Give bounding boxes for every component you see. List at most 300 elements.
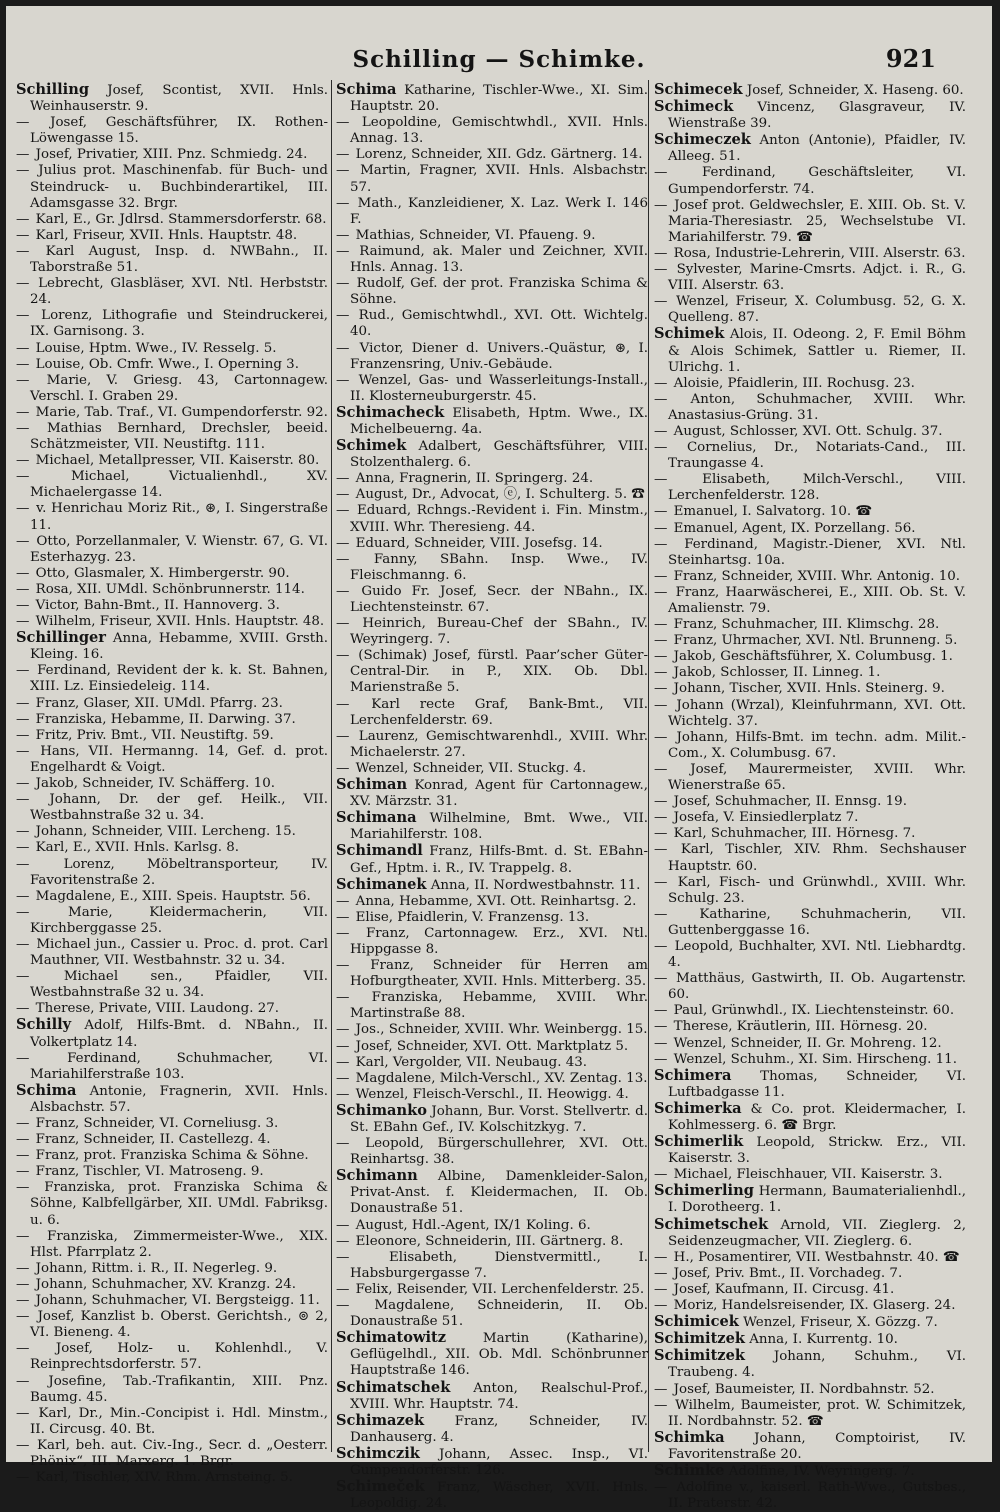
ditto-dash: — xyxy=(16,1437,30,1453)
directory-entry xyxy=(336,82,648,115)
directory-entry xyxy=(336,405,648,438)
entry-text: Johann, Dr. der gef. Heilk., VII. Westbahnstraße 32 u. 34. xyxy=(30,792,328,824)
directory-entry xyxy=(16,1261,328,1277)
entry-text: Josef, Scontist, XVII. Hnls. Weinhauserstr. 9. xyxy=(30,83,328,115)
entry-text: Josef, Privatier, XIII. Pnz. Schmiedg. 24. xyxy=(35,147,308,163)
entry-text: Michael, Victualienhdl., XV. Michaelergasse 14. xyxy=(30,469,328,501)
directory-entry xyxy=(336,147,648,163)
ditto-dash: — xyxy=(16,1373,30,1389)
entry-text: Johann, Hilfs-Bmt. im techn. adm. Milit.-Com., X. Columbusg. 67. xyxy=(668,729,966,761)
entry-text: Michael, Metallpresser, VII. Kaiserstr. 80. xyxy=(35,453,320,469)
entry-text: & Co. prot. Kleidermacher, I. Kohlmesserg. 6. ☎ Brgr. xyxy=(668,1101,966,1133)
ditto-dash: — xyxy=(654,938,668,954)
entry-text: Franz, Glaser, XII. UMdl. Pfarrg. 23. xyxy=(35,695,283,711)
ditto-dash: — xyxy=(16,776,30,792)
entry-text: Karl, E., Gr. Jdlrsd. Stammersdorferstr. 68. xyxy=(35,211,327,227)
directory-entry xyxy=(16,663,328,695)
directory-entry xyxy=(16,1229,328,1261)
directory-entry xyxy=(654,1250,966,1266)
entry-surname: Schimanko xyxy=(336,1101,427,1119)
entry-surname: Schimitzek xyxy=(654,1347,745,1365)
entry-text: Leopold, Bürgerschullehrer, XVI. Ott. Reinhartsg. 38. xyxy=(350,1136,648,1168)
directory-column-2 xyxy=(336,81,649,1512)
entry-text: Josef, Schneider, X. Haseng. 60. xyxy=(746,83,964,98)
entry-surname: Schimeček xyxy=(336,1478,425,1496)
ditto-dash: — xyxy=(336,909,350,925)
ditto-dash: — xyxy=(16,147,30,163)
directory-column-1 xyxy=(16,81,329,1486)
entry-text: August, Dr., Advocat, ⓔ, I. Schulterg. 5. ☎ xyxy=(355,487,645,503)
directory-entry xyxy=(654,198,966,246)
entry-surname: Schimczik xyxy=(336,1444,420,1462)
entry-text: Josef, Maurermeister, XVIII. Whr. Wienerstraße 65. xyxy=(668,761,966,794)
entry-text: Karl, E., XVII. Hnls. Karlsg. 8. xyxy=(35,840,240,856)
entry-text: Katharine, Schuhmacherin, VII. Guttenberggasse 16. xyxy=(668,906,966,938)
directory-entry xyxy=(16,630,328,663)
ditto-dash: — xyxy=(16,115,30,131)
entry-text: Lebrecht, Glasbläser, XVI. Ntl. Herbststr. 24. xyxy=(30,276,328,308)
entry-text: Eduard, Rchngs.-Revident i. Fin. Minstm., XVIII. Whr. Theresieng. 44. xyxy=(350,503,648,535)
entry-text: Ferdinand, Revident der k. k. St. Bahnen, XIII. Lz. Einsiedeleig. 114. xyxy=(30,663,328,695)
entry-text: Wenzel, Schuhm., XI. Sim. Hirscheng. 11. xyxy=(673,1051,957,1067)
directory-entry xyxy=(654,262,966,294)
entry-surname: Schimanek xyxy=(336,875,427,893)
ditto-dash: — xyxy=(336,535,350,551)
directory-entry xyxy=(336,1298,648,1330)
directory-entry xyxy=(16,1001,328,1017)
ditto-dash: — xyxy=(336,583,350,599)
entry-surname: Schillinger xyxy=(16,629,106,647)
entry-text: August, Hdl.-Agent, IX/1 Koling. 6. xyxy=(355,1217,591,1233)
ditto-dash: — xyxy=(336,1022,350,1038)
directory-entry xyxy=(654,165,966,197)
ditto-dash: — xyxy=(16,163,30,179)
directory-entry xyxy=(654,1167,966,1183)
entry-text: Franz, Schneider, XVIII. Whr. Antonig. 10. xyxy=(673,568,961,584)
ditto-dash: — xyxy=(16,711,30,727)
directory-entry xyxy=(654,1314,966,1331)
directory-entry xyxy=(16,776,328,792)
entry-text: Johann, Schuhm., VI. Traubeng. 4. xyxy=(668,1349,966,1381)
ditto-dash: — xyxy=(654,842,668,858)
entry-text: Franz, Cartonnagew. Erz., XVI. Ntl. Hippgasse 8. xyxy=(350,925,648,957)
entry-text: Josef, Kanzlist b. Oberst. Gerichtsh., ⊚ 2, VI. Bieneng. 4. xyxy=(30,1309,328,1341)
directory-entry xyxy=(336,503,648,535)
entry-text: Rud., Gemischtwhdl., XVI. Ott. Wichtelg. 40. xyxy=(350,308,648,340)
ditto-dash: — xyxy=(16,792,30,808)
ditto-dash: — xyxy=(336,551,350,567)
directory-entry xyxy=(16,421,328,453)
directory-entry xyxy=(16,696,328,712)
entry-text: Guido Fr. Josef, Secr. der NBahn., IX. Liechtensteinstr. 67. xyxy=(350,583,648,615)
entry-text: Louise, Hptm. Wwe., IV. Resselg. 5. xyxy=(35,340,277,356)
entry-text: Wenzel, Schneider, VII. Stuckg. 4. xyxy=(355,760,587,776)
ditto-dash: — xyxy=(654,391,668,407)
ditto-dash: — xyxy=(336,616,350,632)
ditto-dash: — xyxy=(654,584,668,600)
directory-entry xyxy=(16,937,328,969)
directory-entry xyxy=(336,894,648,910)
ditto-dash: — xyxy=(336,163,350,179)
entry-surname: Schima xyxy=(336,81,397,98)
directory-entry xyxy=(16,1164,328,1180)
entry-text: Alois, II. Odeong. 2, F. Emil Böhm & Alois Schimek, Sattler u. Riemer, II. Ulrichg. 1. xyxy=(668,327,966,375)
entry-text: Franziska, Hebamme, II. Darwing. 37. xyxy=(35,711,296,727)
ditto-dash: — xyxy=(654,617,668,633)
ditto-dash: — xyxy=(654,1381,668,1397)
directory-entry xyxy=(336,536,648,552)
ditto-dash: — xyxy=(336,958,350,974)
entry-surname: Schimann xyxy=(336,1167,418,1185)
entry-text: Jos., Schneider, XVIII. Whr. Weinbergg. 15. xyxy=(355,1022,648,1038)
directory-entry xyxy=(654,842,966,874)
ditto-dash: — xyxy=(336,696,350,712)
entry-surname: Schilling xyxy=(16,81,90,98)
ditto-dash: — xyxy=(16,840,30,856)
directory-entry xyxy=(336,1055,648,1071)
ditto-dash: — xyxy=(654,440,668,456)
entry-text: Karl, Tischler, XIV. Rhm. Arnsteing. 5. xyxy=(35,1470,293,1486)
directory-entry xyxy=(654,99,966,132)
ditto-dash: — xyxy=(336,648,350,664)
entry-text: Aloisie, Pfaidlerin, III. Rochusg. 23. xyxy=(673,375,915,391)
entry-surname: Schimek xyxy=(336,437,407,455)
directory-entry xyxy=(654,504,966,520)
directory-entry xyxy=(336,958,648,990)
directory-entry xyxy=(654,537,966,569)
column-divider xyxy=(331,80,332,1452)
directory-entry xyxy=(16,1341,328,1373)
entry-text: Josefa, V. Einsiedlerplatz 7. xyxy=(673,810,859,826)
ditto-dash: — xyxy=(16,533,30,549)
entry-surname: Schimazek xyxy=(336,1411,425,1429)
entry-text: Karl, Dr., Min.-Concipist i. Hdl. Minstm., II. Circusg. 40. Bt. xyxy=(30,1405,328,1437)
entry-text: Wenzel, Friseur, X. Gözzg. 7. xyxy=(743,1315,938,1331)
directory-entry xyxy=(16,712,328,728)
entry-text: Eduard, Schneider, VIII. Josefsg. 14. xyxy=(355,535,603,551)
entry-text: Josef prot. Geldwechsler, E. XIII. Ob. St. V. Maria-Theresiastr. 25, Wechselstube VI. Mariahilferstr. 79. ☎ xyxy=(668,197,966,245)
directory-entry xyxy=(16,1132,328,1148)
entry-text: Anton, Schuhmacher, XVIII. Whr. Anastasius-Grüng. 31. xyxy=(668,391,966,423)
directory-entry xyxy=(16,82,328,115)
entry-text: Antonie, Fragnerin, XVII. Hnls. Alsbachstr. 57. xyxy=(30,1083,328,1115)
entry-text: Josef, Kaufmann, II. Circusg. 41. xyxy=(673,1281,895,1297)
entry-surname: Schimecek xyxy=(654,81,743,98)
entry-text: Mathias, Schneider, VI. Pfaueng. 9. xyxy=(355,227,596,243)
directory-entry xyxy=(336,487,648,503)
directory-entry xyxy=(654,681,966,697)
entry-surname: Schimicek xyxy=(654,1313,739,1331)
directory-entry xyxy=(16,469,328,501)
directory-entry xyxy=(16,598,328,614)
entry-text: Karl, Vergolder, VII. Neubaug. 43. xyxy=(355,1054,588,1070)
ditto-dash: — xyxy=(336,990,350,1006)
directory-entry xyxy=(336,697,648,729)
ditto-dash: — xyxy=(16,1132,30,1148)
entry-text: Josef, Baumeister, II. Nordbahnstr. 52. xyxy=(673,1381,935,1397)
directory-entry xyxy=(336,1380,648,1413)
entry-text: Karl, Tischler, XIV. Rhm. Sechshauser Hauptstr. 60. xyxy=(668,842,966,874)
directory-entry xyxy=(654,472,966,504)
directory-entry xyxy=(336,552,648,584)
directory-entry xyxy=(336,1479,648,1512)
directory-entry xyxy=(654,1463,966,1480)
entry-text: Josef, Geschäftsführer, IX. Rothen-Löwengasse 15. xyxy=(30,115,328,147)
ditto-dash: — xyxy=(336,1054,350,1070)
entry-text: Rosa, Industrie-Lehrerin, VIII. Alserstr. 63. xyxy=(673,245,966,261)
directory-entry xyxy=(16,1293,328,1309)
entry-text: Franz, Uhrmacher, XVI. Ntl. Brunneng. 5. xyxy=(673,633,958,649)
ditto-dash: — xyxy=(654,1035,668,1051)
ditto-dash: — xyxy=(654,697,668,713)
entry-text: Franziska, Hebamme, XVIII. Whr. Martinstraße 88. xyxy=(350,990,648,1022)
directory-entry xyxy=(654,649,966,665)
ditto-dash: — xyxy=(16,501,30,517)
directory-entry xyxy=(654,810,966,826)
entry-text: Franz, prot. Franziska Schima & Söhne. xyxy=(35,1148,309,1164)
ditto-dash: — xyxy=(336,243,350,259)
ditto-dash: — xyxy=(654,1051,668,1067)
directory-entry xyxy=(16,453,328,469)
directory-entry xyxy=(336,1250,648,1282)
directory-entry xyxy=(654,1036,966,1052)
ditto-dash: — xyxy=(16,420,30,436)
entry-text: Adolfine v., kaiserl. Rath-Wwe., Gutsbes., II. Praterstr. 42. xyxy=(668,1480,966,1512)
ditto-dash: — xyxy=(16,276,30,292)
entry-text: Adolfine, IV. Weyringerg. 7. xyxy=(728,1463,915,1479)
ditto-dash: — xyxy=(336,340,350,356)
directory-entry xyxy=(336,244,648,276)
entry-surname: Schimetschek xyxy=(654,1215,769,1233)
entry-text: Magdalene, E., XIII. Speis. Hauptstr. 56. xyxy=(35,888,311,904)
entry-text: Franz, Wäscher, XVII. Hnls. Leopoldig. 24. xyxy=(350,1480,648,1512)
ditto-dash: — xyxy=(336,1298,350,1314)
directory-entry xyxy=(16,212,328,228)
directory-entry xyxy=(654,1217,966,1250)
ditto-dash: — xyxy=(654,262,668,278)
directory-entry xyxy=(336,810,648,843)
ditto-dash: — xyxy=(16,243,30,259)
entry-text: Anna, II. Nordwestbahnstr. 11. xyxy=(430,877,641,893)
ditto-dash: — xyxy=(654,1397,668,1413)
directory-entry xyxy=(336,1413,648,1446)
entry-text: Math., Kanzleidiener, X. Laz. Werk I. 146 F. xyxy=(350,195,648,227)
directory-entry xyxy=(336,1103,648,1136)
ditto-dash: — xyxy=(654,665,668,681)
ditto-dash: — xyxy=(336,1086,350,1102)
entry-text: Wenzel, Schneider, II. Gr. Mohreng. 12. xyxy=(673,1035,942,1051)
directory-entry xyxy=(16,276,328,308)
entry-text: Fritz, Priv. Bmt., VII. Neustiftg. 59. xyxy=(35,727,274,743)
entry-text: Arnold, VII. Zieglerg. 2, Seidenzeugmacher, VII. Zieglerg. 6. xyxy=(668,1217,966,1249)
directory-entry xyxy=(654,971,966,1003)
ditto-dash: — xyxy=(16,1309,30,1325)
entry-text: Fanny, SBahn. Insp. Wwe., IV. Fleischmanng. 6. xyxy=(350,551,648,583)
ditto-dash: — xyxy=(16,904,30,920)
directory-entry xyxy=(654,132,966,165)
entry-text: Konrad, Agent für Cartonnagew., XV. Märzstr. 31. xyxy=(350,778,648,810)
ditto-dash: — xyxy=(16,1148,30,1164)
entry-text: Wilhelmine, Bmt. Wwe., VII. Mariahilferstr. 108. xyxy=(350,811,648,843)
directory-entry xyxy=(336,1330,648,1379)
ditto-dash: — xyxy=(16,856,30,872)
entry-text: Martin (Katharine), Geflügelhdl., XII. Ob. Mdl. Schönbrunner Hauptstraße 146. xyxy=(350,1331,648,1379)
entry-text: Jakob, Schneider, IV. Schäfferg. 10. xyxy=(35,776,275,792)
directory-page xyxy=(6,6,992,1512)
directory-entry xyxy=(654,1382,966,1398)
ditto-dash: — xyxy=(336,195,350,211)
entry-text: Franz, Schuhmacher, III. Klimschg. 28. xyxy=(673,617,940,633)
directory-entry xyxy=(16,728,328,744)
entry-text: Wilhelm, Friseur, XVII. Hnls. Hauptstr. 48. xyxy=(35,614,325,630)
directory-entry xyxy=(16,857,328,889)
ditto-dash: — xyxy=(16,1341,30,1357)
directory-entry xyxy=(336,196,648,228)
entry-surname: Schimke xyxy=(654,1461,725,1479)
directory-entry xyxy=(16,824,328,840)
entry-text: Louise, Ob. Cmfr. Wwe., I. Operning 3. xyxy=(35,356,299,372)
ditto-dash: — xyxy=(654,874,668,890)
directory-entry xyxy=(336,648,648,696)
ditto-dash: — xyxy=(336,147,350,163)
directory-entry xyxy=(336,910,648,926)
directory-entry xyxy=(16,840,328,856)
entry-text: Anna, I. Kurrentg. 10. xyxy=(749,1332,898,1348)
entry-text: Wilhelm, Baumeister, prot. W. Schimitzek, II. Nordbahnstr. 52. ☎ xyxy=(668,1397,967,1429)
directory-entry xyxy=(654,730,966,762)
ditto-dash: — xyxy=(16,1116,30,1131)
ditto-dash: — xyxy=(654,633,668,649)
ditto-dash: — xyxy=(654,197,668,213)
directory-entry xyxy=(336,228,648,244)
directory-entry xyxy=(336,471,648,487)
entry-text: Karl, beh. aut. Civ.-Ing., Secr. d. „Oesterr. Phönix“, III. Marxerg. 1. Brgr. xyxy=(30,1437,328,1469)
directory-entry xyxy=(336,276,648,308)
ditto-dash: — xyxy=(336,503,350,519)
directory-entry xyxy=(336,926,648,958)
directory-entry xyxy=(336,990,648,1022)
ditto-dash: — xyxy=(16,1001,30,1017)
entry-text: Rosa, XII. UMdl. Schönbrunnerstr. 114. xyxy=(35,581,305,597)
entry-text: Sylvester, Marine-Cmsrts. Adjct. i. R., G. VIII. Alserstr. 63. xyxy=(668,262,966,294)
directory-entry xyxy=(336,1071,648,1087)
directory-entry xyxy=(654,875,966,907)
ditto-dash: — xyxy=(16,453,30,469)
entry-text: Raimund, ak. Maler und Zeichner, XVII. Hnls. Annag. 13. xyxy=(350,243,648,276)
ditto-dash: — xyxy=(654,245,668,261)
directory-entry xyxy=(336,1168,648,1217)
entry-text: Josef, Schneider, XVI. Ott. Marktplatz 5. xyxy=(355,1038,629,1054)
entry-text: Johann, Schneider, VIII. Lercheng. 15. xyxy=(35,824,296,840)
ditto-dash: — xyxy=(336,227,350,243)
entry-surname: Schimandl xyxy=(336,842,423,860)
directory-entry xyxy=(336,115,648,147)
ditto-dash: — xyxy=(16,340,30,356)
entry-surname: Schimeck xyxy=(654,98,734,116)
entry-text: Lorenz, Möbeltransporteur, IV. Favoritenstraße 2. xyxy=(30,856,328,888)
entry-surname: Schimeczek xyxy=(654,131,751,149)
entry-text: Josef, Holz- u. Kohlenhdl., V. Reinprechtsdorferstr. 57. xyxy=(30,1341,328,1373)
entry-text: Felix, Reisender, VII. Lerchenfelderstr. 25. xyxy=(355,1281,645,1297)
ditto-dash: — xyxy=(16,1050,30,1066)
entry-text: Cornelius, Dr., Notariats-Cand., III. Traungasse 4. xyxy=(668,440,966,472)
entry-surname: Schimek xyxy=(654,325,725,343)
entry-text: Adolf, Hilfs-Bmt. d. NBahn., II. Volkertplatz 14. xyxy=(30,1018,328,1050)
ditto-dash: — xyxy=(16,356,30,372)
directory-entry xyxy=(654,294,966,326)
directory-entry xyxy=(336,1282,648,1298)
ditto-dash: — xyxy=(336,115,350,131)
entry-text: Franz, Haarwäscherei, E., XIII. Ob. St. V. Amalienstr. 79. xyxy=(668,584,966,616)
directory-entry xyxy=(336,729,648,761)
directory-entry xyxy=(654,1068,966,1101)
entry-text: Elisabeth, Hptm. Wwe., IX. Michelbeuerng. 4a. xyxy=(350,405,648,437)
entry-text: (Schimak) Josef, fürstl. Paar’scher Güter-Central-Dir. in P., XIX. Ob. Dbl. Marienstraße 5. xyxy=(350,648,648,696)
directory-entry xyxy=(336,1087,648,1103)
ditto-dash: — xyxy=(654,1003,668,1019)
directory-entry xyxy=(16,1277,328,1293)
ditto-dash: — xyxy=(16,1293,30,1309)
entry-text: Franz, Hilfs-Bmt. d. St. EBahn-Gef., Hptm. i. R., IV. Trappelg. 8. xyxy=(350,844,648,876)
directory-entry xyxy=(16,357,328,373)
entry-text: Josef, Schuhmacher, II. Ennsg. 19. xyxy=(673,794,907,810)
ditto-dash: — xyxy=(654,1480,668,1496)
directory-entry xyxy=(654,1398,966,1430)
entry-text: Michael jun., Cassier u. Proc. d. prot. Carl Mauthner, VII. Westbahnstr. 32 u. 34. xyxy=(30,936,328,969)
entry-text: Wenzel, Gas- und Wasserleitungs-Install., II. Klosterneuburgerstr. 45. xyxy=(350,372,648,404)
directory-entry xyxy=(654,1003,966,1019)
ditto-dash: — xyxy=(336,471,350,487)
ditto-dash: — xyxy=(336,308,350,324)
entry-text: v. Henrichau Moriz Rit., ⊛, I. Singerstraße 11. xyxy=(30,501,328,533)
directory-entry xyxy=(336,761,648,777)
ditto-dash: — xyxy=(654,568,668,584)
entry-text: Otto, Glasmaler, X. Himbergerstr. 90. xyxy=(35,565,290,581)
ditto-dash: — xyxy=(654,536,668,552)
directory-entry xyxy=(16,373,328,405)
entry-text: Ferdinand, Geschäftsleiter, VI. Gumpendorferstr. 74. xyxy=(668,165,966,197)
entry-text: Wenzel, Fleisch-Verschl., II. Heowigg. 4. xyxy=(355,1086,629,1102)
entry-surname: Schimitzek xyxy=(654,1330,745,1348)
ditto-dash: — xyxy=(16,1180,30,1196)
directory-entry xyxy=(654,1266,966,1282)
ditto-dash: — xyxy=(16,565,30,581)
directory-entry xyxy=(654,1348,966,1381)
directory-entry xyxy=(16,889,328,905)
directory-entry xyxy=(16,582,328,598)
entry-text: Victor, Diener d. Univers.-Quästur, ⊛, I. Franzensring, Univ.-Gebäude. xyxy=(350,340,648,372)
entry-text: Martin, Fragner, XVII. Hnls. Alsbachstr. 57. xyxy=(350,163,649,195)
entry-text: Karl recte Graf, Bank-Bmt., VII. Lerchenfelderstr. 69. xyxy=(350,696,648,728)
directory-entry xyxy=(336,843,648,876)
directory-entry xyxy=(16,405,328,421)
directory-entry xyxy=(654,82,966,99)
ditto-dash: — xyxy=(654,520,668,536)
ditto-dash: — xyxy=(654,794,668,810)
directory-entry xyxy=(16,115,328,147)
directory-entry xyxy=(16,905,328,937)
directory-entry xyxy=(16,1406,328,1438)
entry-text: Laurenz, Gemischtwarenhdl., XVIII. Whr. Michaelerstr. 27. xyxy=(350,728,649,760)
ditto-dash: — xyxy=(336,1233,350,1249)
ditto-dash: — xyxy=(16,614,30,630)
directory-entry xyxy=(654,392,966,424)
entry-text: Johann (Wrzal), Kleinfuhrmann, XVI. Ott. Wichtelg. 37. xyxy=(668,697,966,729)
directory-entry xyxy=(336,1446,648,1479)
entry-surname: Schimka xyxy=(654,1428,725,1446)
entry-text: Vincenz, Glasgraveur, IV. Wienstraße 39. xyxy=(668,100,966,132)
ditto-dash: — xyxy=(336,372,350,388)
